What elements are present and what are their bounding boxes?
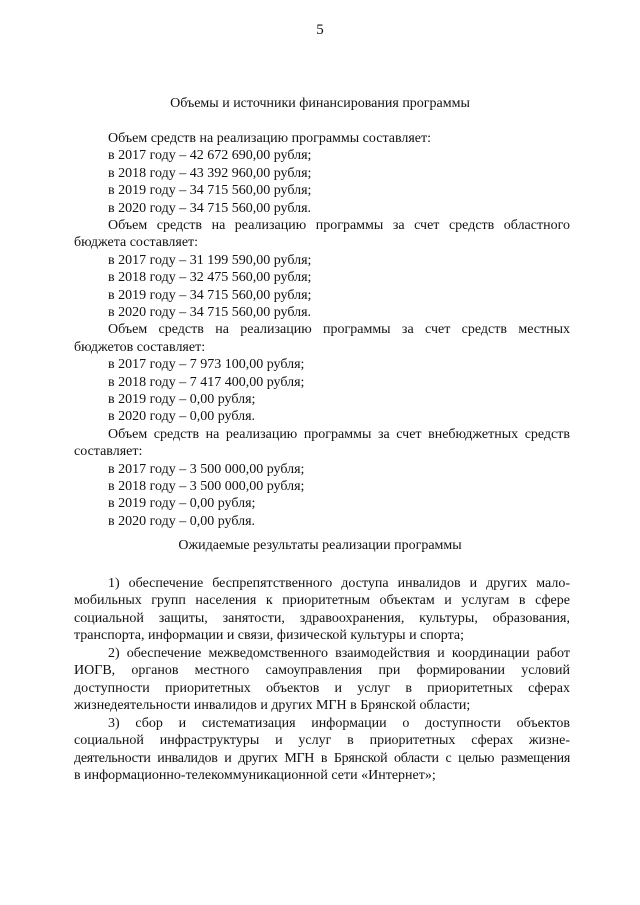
total-year-2018: в 2018 году – 43 392 960,00 рубля; [108,165,312,181]
result-item-1 [74,575,570,645]
local-year-2020: в 2020 году – 0,00 рубля. [108,409,256,425]
extra-year-2018: в 2018 году – 3 500 000,00 рубля; [108,479,305,495]
regional-year-2020: в 2020 году – 34 715 560,00 рубля. [108,305,312,321]
result-1-line-3: социальной защиты, занятости, здравоохранения, культуры, образования, [74,610,570,626]
page-number: 5 [316,22,324,38]
result-2-line-4: жизнедеятельности инвалидов и других МГН в Брянской области; [74,698,471,714]
result-3-line-1: 3) сбор и систематизация информации о доступности объектов [108,715,570,731]
total-intro: Объем средств на реализацию программы составляет: [108,131,432,146]
funding-section [74,130,570,530]
result-3-line-3: деятельности инвалидов и других МГН в Брянской области с целью размещения [74,750,570,766]
total-year-2020: в 2020 году – 34 715 560,00 рубля. [108,200,312,216]
local-year-2017: в 2017 году – 7 973 100,00 рубля; [108,357,305,373]
total-year-2017: в 2017 году – 42 672 690,00 рубля; [108,148,312,164]
extra-year-2017: в 2017 году – 3 500 000,00 рубля; [108,461,305,477]
regional-year-2019: в 2019 году – 34 715 560,00 рубля; [108,287,312,303]
local-year-2018: в 2018 году – 7 417 400,00 рубля; [108,374,305,390]
result-item-3 [74,715,570,785]
regional-intro-line1: Объем средств на реализацию программы за счет средств областного [108,218,570,234]
extra-year-2020: в 2020 году – 0,00 рубля. [108,513,256,529]
result-2-line-3: доступности приоритетных объектов и услуг в приоритетных сферах [74,680,570,696]
result-1-line-1: 1) обеспечение беспрепятственного доступа инвалидов и других мало- [108,576,570,591]
results-section [74,575,570,785]
regional-year-2018: в 2018 году – 32 475 560,00 рубля; [108,270,312,286]
funding-heading: Объемы и источники финансирования программы [170,96,470,111]
result-3-line-2: социальной инфраструктуры и услуг в приоритетных сферах жизне- [74,733,570,749]
extra-intro-line2: составляет: [74,444,143,460]
local-intro-line2: бюджетов составляет: [74,339,206,355]
total-year-2019: в 2019 году – 34 715 560,00 рубля; [108,183,312,199]
result-2-line-2: ИОГВ, органов местного самоуправления при формировании условий [74,663,570,679]
local-intro-line1: Объем средств на реализацию программы за счет средств местных [108,322,570,338]
result-3-line-4: в информационно-телекоммуникационной сети «Интернет»; [74,768,436,784]
result-1-line-2: мобильных групп населения к приоритетным объектам и услугам в сфере [74,593,570,609]
extra-intro-line1: Объем средств на реализацию программы за счет внебюджетных средств [108,426,570,442]
results-heading: Ожидаемые результаты реализации программы [178,538,462,553]
extra-year-2019: в 2019 году – 0,00 рубля; [108,496,256,512]
regional-intro-line2: бюджета составляет: [74,235,199,251]
regional-year-2017: в 2017 году – 31 199 590,00 рубля; [108,252,312,268]
result-1-line-4: транспорта, информации и связи, физической культуры и спорта; [74,628,464,644]
result-item-2 [74,645,570,715]
local-year-2019: в 2019 году – 0,00 рубля; [108,392,256,408]
result-2-line-1: 2) обеспечение межведомственного взаимодействия и координации работ [108,645,570,661]
